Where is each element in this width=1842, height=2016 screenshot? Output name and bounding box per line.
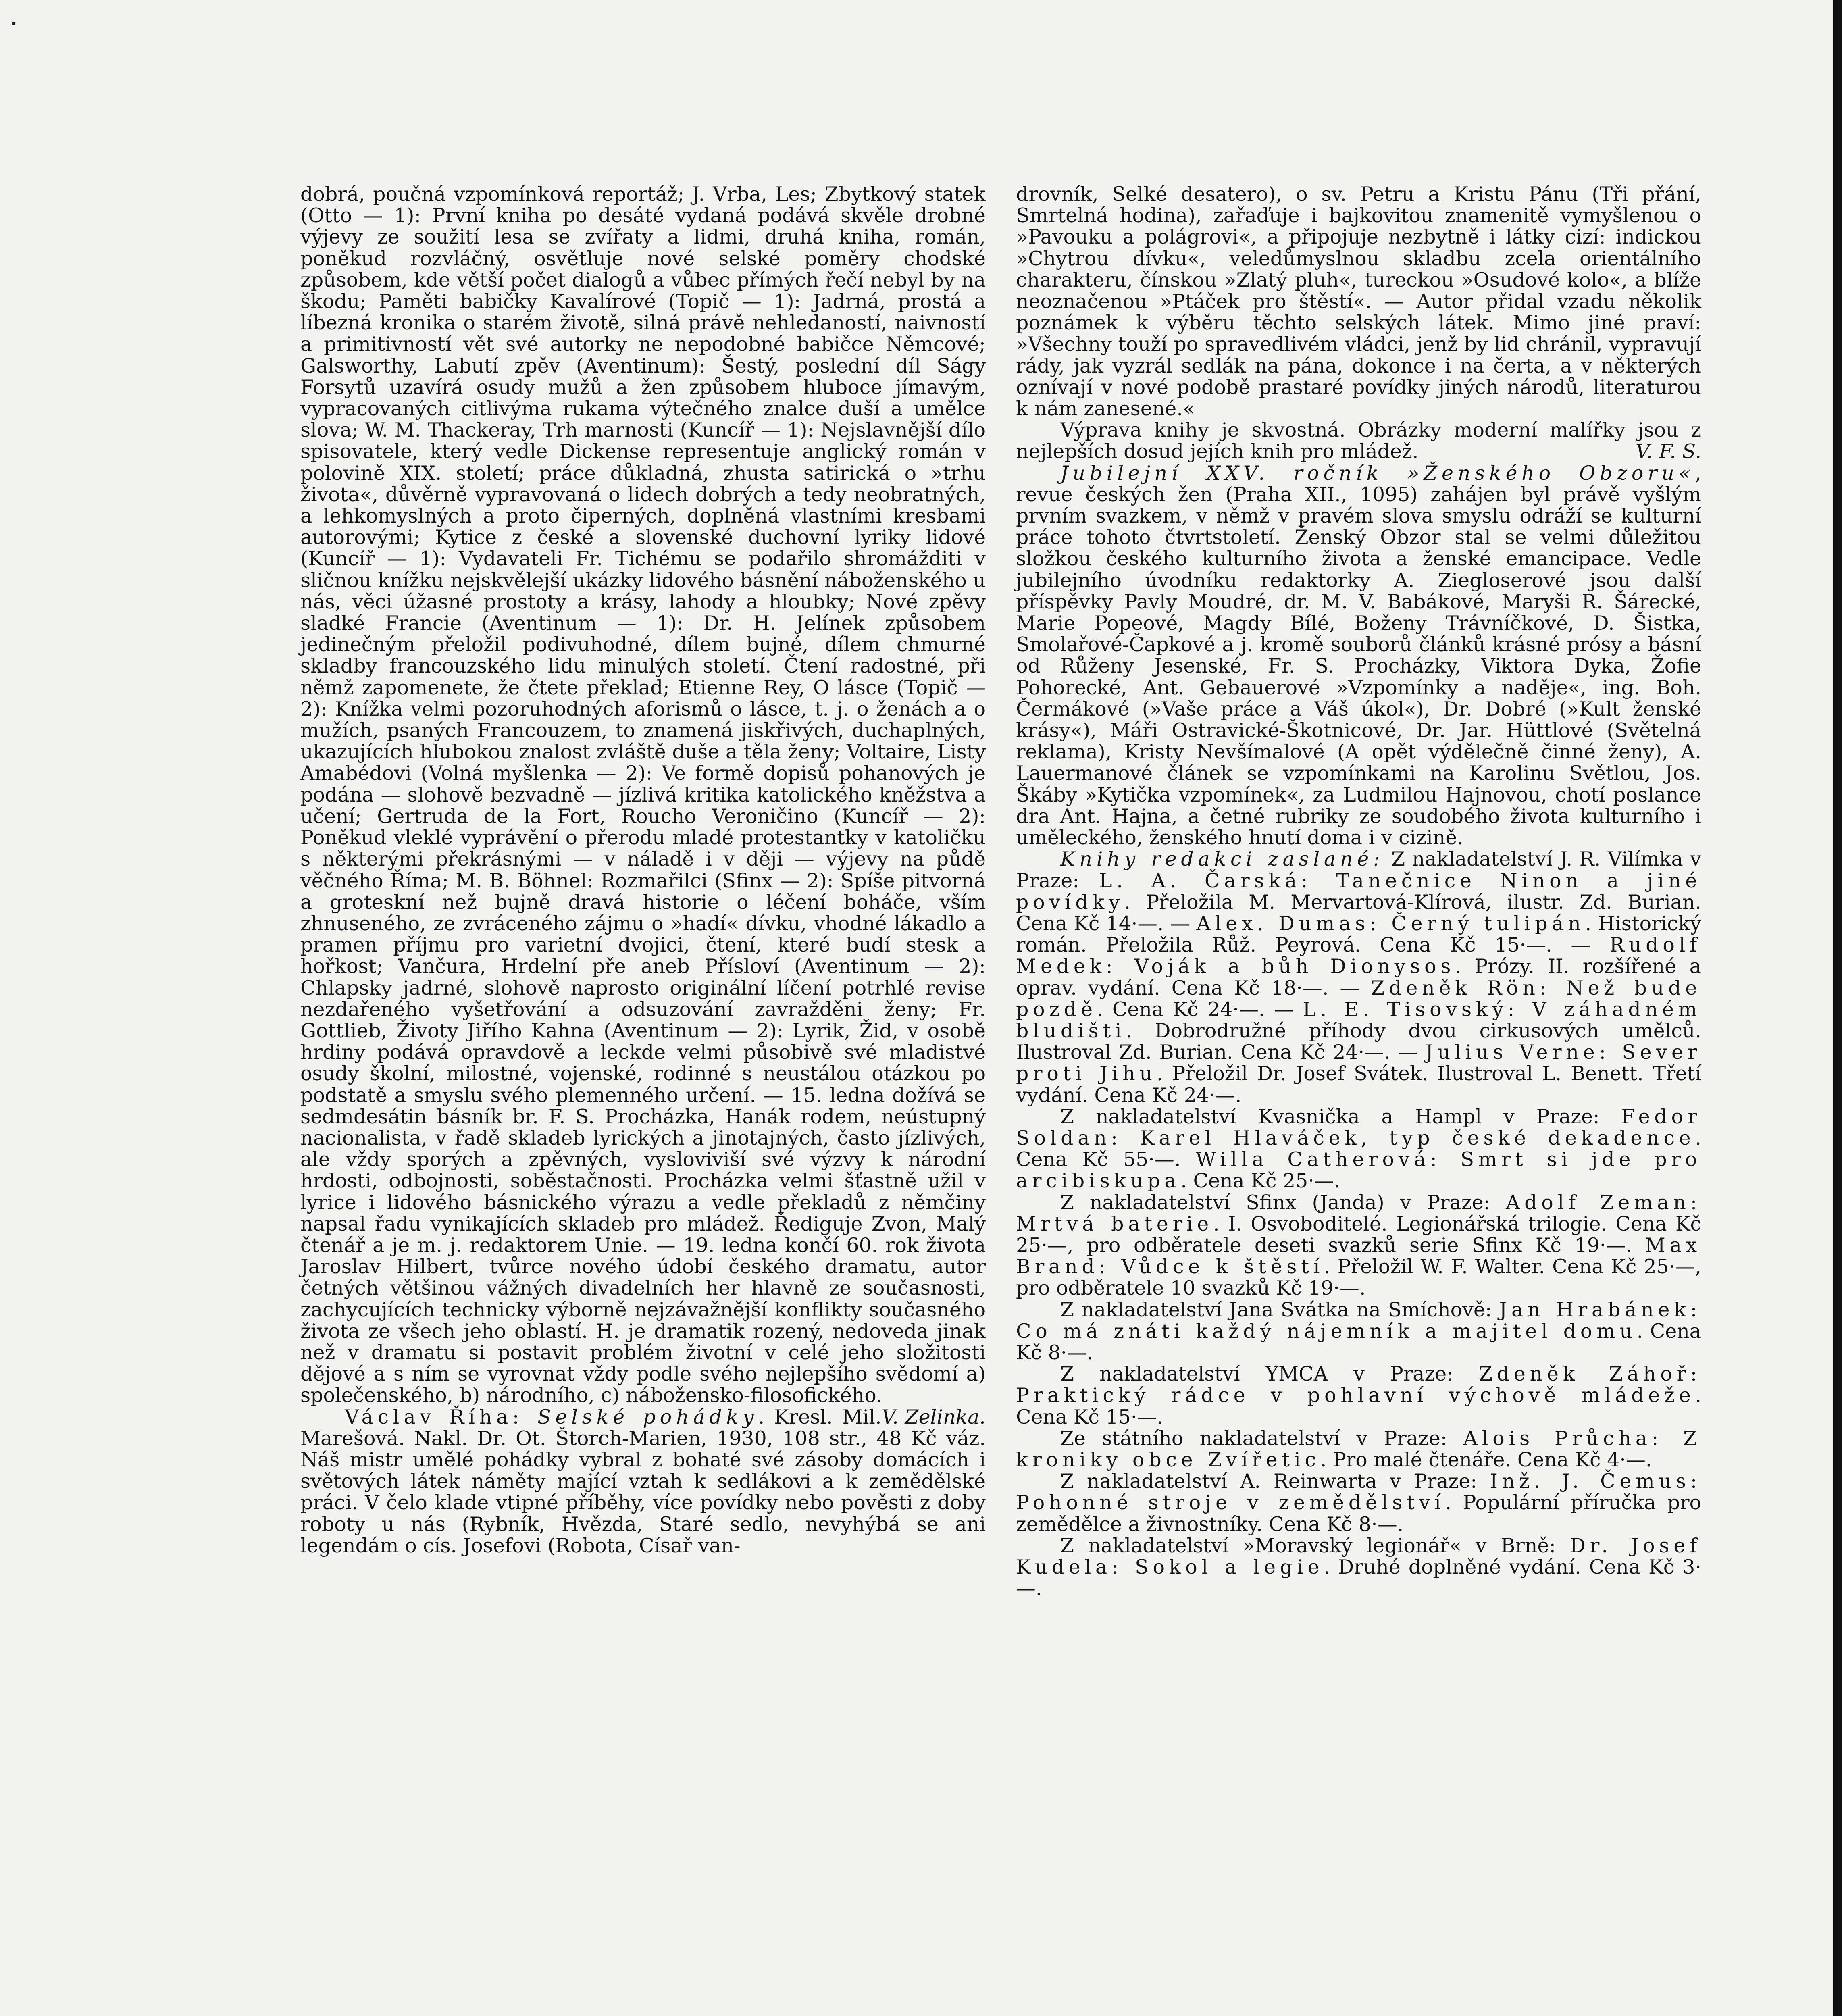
knihy-intro: Z nakladatelství J. R. Vilímka v Praze: — [1016, 848, 1701, 892]
publisher-entry — [1016, 1363, 1701, 1428]
book-details: . Populární příručka pro zemědělce a živnostníky. Cena Kč 8·—. — [1016, 1491, 1701, 1536]
book-title: Tanečnice Ninon a jiné povídky — [1016, 869, 1701, 914]
book-details: . Cena Kč 55·—. — [1016, 1126, 1701, 1171]
left-column — [300, 183, 986, 1556]
book-title: Inž. J. Čemus: Pohonné stroje v zemědělství — [1016, 1470, 1701, 1514]
right-vyprava — [1016, 419, 1701, 462]
book-title: Jan Hrabánek: Co má znáti každý nájemník a majitel domu — [1016, 1298, 1701, 1343]
book-details: . Cena Kč 25·—. — [1180, 1169, 1340, 1193]
publisher-name: Z nakladatelství Jana Svátka na Smíchově: — [1060, 1298, 1499, 1321]
book-title: Adolf Zeman: Mrtvá baterie — [1016, 1191, 1701, 1235]
knihy-paragraph — [1016, 848, 1701, 1106]
knihy-heading: Knihy redakci zaslané: — [1060, 848, 1384, 871]
jubilejni-paragraph — [1016, 462, 1701, 849]
book-details: . Pro malé čtenáře. Cena Kč 4·—. — [1320, 1448, 1652, 1471]
publisher-name: Z nakladatelství Kvasnička a Hampl v Praze: — [1060, 1105, 1621, 1128]
publisher-entry — [1016, 1299, 1701, 1364]
jubilejni-heading: Jubilejní XXV. ročník »Ženského Obzoru« — [1060, 461, 1695, 485]
book-details: . Prózy. II. rozšířené a oprav. vydání. Cena Kč 18·—. — — [1016, 955, 1701, 1000]
riha-review — [300, 1406, 986, 1556]
book-details: . I. Osvoboditelé. Legionářská trilogie. Cena Kč 25·—, pro odběratele deseti svazků serie Sfinx Kč 19·—. — [1016, 1212, 1701, 1257]
right-signature: V. F. S. — [1636, 440, 1701, 463]
book-title: Alois Průcha: Z kroniky obce Zvířetic — [1016, 1427, 1702, 1471]
scan-mark — [12, 22, 15, 25]
publisher-entry — [1016, 1428, 1701, 1470]
book-title: Fedor Soldan: Karel Hlaváček, typ české dekadence — [1016, 1105, 1701, 1150]
book-title: V záhadném bludišti — [1016, 998, 1701, 1042]
scan-edge — [1833, 0, 1842, 2016]
book-author: L. A. Čarská: — [1099, 869, 1336, 892]
book-author: Julius Verne: — [1425, 1041, 1622, 1064]
publisher-name: Z nakladatelství A. Reinwarta v Praze: — [1060, 1470, 1490, 1493]
right-intro: drovník, Selké desatero), o sv. Petru a Kristu Pánu (Tři přání, Smrtelná hodina), zařaďuje i bajkovitou znamenitě vymyšlenou o »Pavouku a polágrovi«, a připojuje nezbytně i látky cizí: indickou »Chytrou dívku«, veledůmyslnou skladbu zcela orientálního charakteru, čínskou »Zlatý pluh«, tureckou »Osudové kolo«, a blíže neoznačenou »Ptáček pro štěstí«. — Autor přidal vzadu několik poznámek k výběru těchto selských látek. Mimo jiné praví: »Všechny touží po spravedlivém vládci, jenž by lid chránil, vypravují rády, jak vyzrál sedlák na pána, dokonce i na čerta, a v některých oznívají v nové podobě prastaré povídky jiných národů, literaturou k nám zanesené.« — [1016, 183, 1701, 421]
book-title: Sever proti Jihu — [1016, 1041, 1701, 1085]
left-signature: V. Zelinka. — [881, 1405, 986, 1429]
publisher-entry — [1016, 1535, 1701, 1599]
book-details: . Přeložila M. Mervartová-Klírová, ilustr. Zd. Burian. Cena Kč 14·—. — — [1016, 890, 1701, 935]
book-title: Než bude pozdě — [1016, 976, 1702, 1021]
book-title: Willa Catherová: Smrt si jde pro arcibiskupa — [1016, 1148, 1701, 1193]
book-details: . Historický román. Přeložila Růž. Peyrová. Cena Kč 15·—. — — [1016, 912, 1702, 957]
book-author: Alex. Dumas: — [1196, 912, 1392, 935]
right-column — [1016, 183, 1701, 1599]
book-details: . Přeložil Dr. Josef Svátek. Ilustroval L. Benett. Třetí vydání. Cena Kč 24·—. — [1016, 1062, 1701, 1107]
book-details: . Druhé doplněné vydání. Cena Kč 3·—. — [1016, 1556, 1701, 1600]
left-column-text: dobrá, poučná vzpomínková reportáž; J. Vrba, Les; Zbytkový statek (Otto — 1): První kniha po desáté vydaná podává skvěle drobné výjevy ze soužití lesa se zvířaty a lidmi, druhá kniha, román, poněkud rozvláčný, osvětluje nové selské poměry chodské způsobem, kde větší počet dialogů a vůbec přímých řečí nebyl by na škodu; Paměti babičky Kavalírové (Topič — 1): Jadrná, prostá a líbezná kronika o starém životě, silná právě nehledaností, naivností a primitivností vět své autorky ne nepodobné babičce Němcové; Galsworthy, Labutí zpěv (Aventinum): Šestý, poslední díl Ságy Forsytů uzavírá osudy mužů a žen způsobem hluboce jímavým, vypracovaných citlivýma rukama výtečného znalce duší a umělce slova; W. M. Thackeray, Trh marnosti (Kuncíř — 1): Nejslavnější dílo spisovatele, který vedle Dickense representuje anglický román v polovině XIX. století; práce důkladná, zhusta satirická o »trhu života«, důvěrně vypravovaná o lidech dobrých a tedy neobratných, a lehkomyslných a proto čiperných, doplněná vlastními kresbami autorovými; Kytice z české a slovenské duchovní lyriky lidové (Kuncíř — 1): Vydavateli Fr. Tichému se podařilo shromážditi v sličnou knížku nejskvělejší ukázky lidového básnění náboženského u nás, věci úžasné prostoty a krásy, lahody a hloubky; Nové zpěvy sladké Francie (Aventinum — 1): Dr. H. Jelínek způsobem jedinečným přeložil podivuhodné, dílem bujné, dílem chmurné skladby francouzského lidu minulých století. Čtení radostné, při němž zapomenete, že čtete překlad; Etienne Rey, O lásce (Topič — 2): Knížka velmi pozoruhodných aforismů o lásce, t. j. o ženách a o mužích, psaných Francouzem, to znamená jiskřivých, duchaplných, ukazujících hlubokou znalost zvláště duše a těla ženy; Voltaire, Listy Amabédovi (Volná myšlenka — 2): Ve formě dopisů pohanových je podána — slohově bezvadně — jízlivá kritika katolického kněžstva a učení; Gertruda de la Fort, Roucho Veroničino (Kuncíř — 2): Poněkud vleklé vyprávění o přerodu mladé protestantky v katoličku s některými překrásnými — v náladě i v ději — výjevy na půdě věčného Říma; M. B. Böhnel: Rozmařilci (Sfinx — 2): Spíše pitvorná a groteskní než bujně dravá historie o léčení boháče, vším zhnuseného, ze zvráceného zájmu o »hadí« dívku, vhodné lákadlo a pramen příjmu pro varietní dvojici, čtení, které budí stesk a hořkost; Vančura, Hrdelní pře aneb Přísloví (Aventinum — 2): Chlapsky jadrné, slohově naprosto originální líčení potrhlé revise nezdařeného vyšetřování a odsuzování zavražděni ženy; Fr. Gottlieb, Životy Jiřího Kahna (Aventinum — 2): Lyrik, Žid, v osobě hrdiny podává opravdově a leckde velmi působivě své mladistvé osudy školní, milostné, vojenské, rodinné s neustálou otázkou po podstatě a smyslu svého plemenného určení. — 15. ledna dožívá se sedmdesátin básník br. F. S. Procházka, Hanák rodem, neústupný nacionalista, v řadě skladeb lyrických a jinotajných, často jízlivých, ale vždy sporých a zpěvných, vysloviviší své výzvy k národní hrdosti, odbojnosti, soběstačnosti. Procházka velmi šťastně užil v lyrice i lidového básnického výrazu a vedle překladů z němčiny napsal řadu vynikajících skladeb pro mládež. Řediguje Zvon, Malý čtenář a je m. j. redaktorem Unie. — 19. ledna končí 60. rok života Jaroslav Hilbert, tvůrce nového údobí českého dramatu, autor četných většinou vážných divadelních her hlavně ze současnosti, zachycujících technicky výborně nejzávažnější konflikty současného života ze všech jeho oblastí. H. je dramatik rozený, nedoveda jinak než v dramatu si postavit problém životní v celé jeho složitosti dějové a s ním se vyrovnat vždy podle svého nejlepšího svědomí a) společenského, b) národního, c) nábožensko-filosofického. — [300, 183, 986, 1407]
book-details: . Dobrodružné příhody dvou cirkusových umělců. Ilustroval Zd. Burian. Cena Kč 24·—. — — [1016, 1019, 1701, 1064]
book-title: Voják a bůh Dionysos — [1134, 955, 1455, 978]
book-author: L. E. Tisovský: — [1303, 998, 1532, 1021]
book-title: Max Brand: Vůdce k štěstí — [1016, 1233, 1701, 1279]
publisher-name: Ze státního nakladatelství v Praze: — [1060, 1427, 1463, 1450]
publisher-entry — [1016, 1470, 1701, 1535]
riha-text: . Kresl. Mil. Marešová. Nakl. Dr. Ot. Štorch-Marien, 1930, 108 str., 48 Kč váz. Náš mistr umělé pohádky vybral z bohaté své zásoby domácích i světových látek náměty mající vztah k sedlákovi a k zemědělské práci. V čelo klade vtipné příběhy, více povídky nebo pověsti z doby roboty u nás (Rybník, Hvězda, Staré sedlo, nevyhýbá se ani legendám o cís. Josefovi (Robota, Císař van- — [300, 1405, 986, 1557]
book-details: . Cena Kč 24·—. — — [1097, 998, 1303, 1021]
book-author: Zdeněk Rön: — [1371, 976, 1566, 1000]
book-details: . Cena Kč 15·—. — [1016, 1384, 1701, 1429]
right-vyprava-text: Výprava knihy je skvostná. Obrázky moderní malířky jsou z nejlepších dosud jejích knih pro mládež. — [1016, 419, 1701, 463]
publisher-entry — [1016, 1106, 1701, 1192]
book-author: Rudolf Medek: — [1016, 933, 1701, 978]
jubilejni-text: , revue českých žen (Praha XII., 1095) zahájen byl právě vyšlým prvním svazkem, v němž v pravém slova smyslu odráží se kulturní práce tohoto čtvrtstoletí. Ženský Obzor stal se velmi důležitou složkou českého kulturního života a ženské emancipace. Vedle jubilejního úvodníku redaktorky A. Ziegloserové jsou další příspěvky Pavly Moudré, dr. M. V. Babákové, Maryši R. Šárecké, Marie Popeové, Magdy Bílé, Boženy Trávníčkové, D. Šistka, Smolařové-Čapkové a j. kromě souborů článků krásné prósy a básní od Růženy Jesenské, Fr. S. Procházky, Viktora Dyka, Žofie Pohorecké, Ant. Gebauerové »Vzpomínky a naděje«, ing. Boh. Čermákové (»Vaše práce a Váš úkol«), Dr. Dobré (»Kult ženské krásy«), Máři Ostravické-Škotnicové, Dr. Jar. Hüttlové (Světelná reklama), Kristy Nevšímalové (A opět výdělečně činné ženy), A. Lauermanové článek se vzpomínkami na Karolinu Světlou, Jos. Škáby »Kytička vzpomínek«, za Ludmilou Hajnovou, chotí poslance dra Ant. Hajna, a četné rubriky ze soudobého života kulturního i uměleckého, ženského hnutí doma i v cizině. — [1016, 461, 1701, 850]
publisher-name: Z nakladatelství Sfinx (Janda) v Praze: — [1060, 1191, 1506, 1214]
publisher-name: Z nakladatelství »Moravský legionář« v Brně: — [1060, 1534, 1570, 1557]
book-details: . Cena Kč 8·—. — [1016, 1319, 1701, 1364]
book-details: . Přeložil W. F. Walter. Cena Kč 25·—, pro odběratele 10 svazků Kč 19·—. — [1016, 1255, 1702, 1300]
book-title: Dr. Josef Kudela: Sokol a legie — [1016, 1534, 1702, 1579]
publisher-entry — [1016, 1192, 1701, 1299]
book-title: Černý tulipán — [1391, 912, 1585, 935]
book-title: Zdeněk Záhoř: Praktický rádce v pohlavní výchově mládeže — [1016, 1362, 1701, 1407]
riha-author: Václav Říha: — [345, 1405, 538, 1429]
riha-title: Selské pohádky — [537, 1405, 758, 1429]
publisher-name: Z nakladatelství YMCA v Praze: — [1060, 1362, 1479, 1386]
